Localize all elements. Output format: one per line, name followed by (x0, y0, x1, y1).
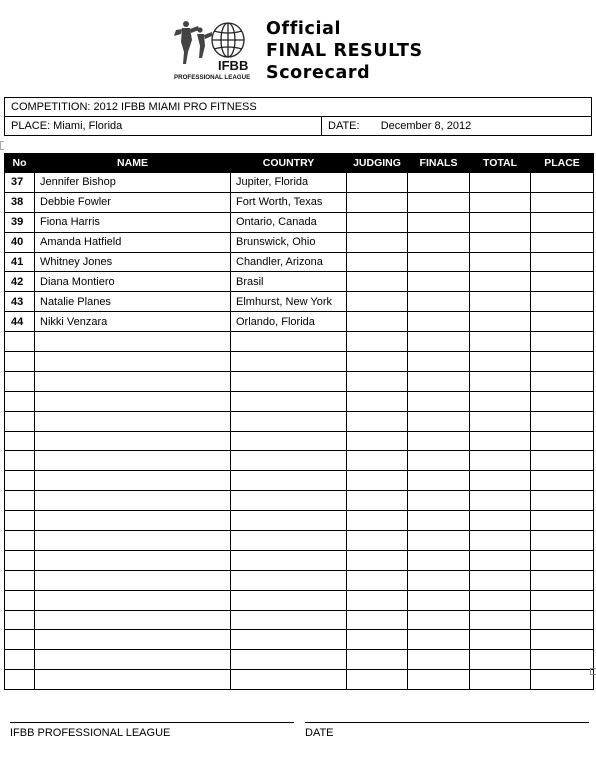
cell-judging (347, 312, 408, 332)
cell-place (531, 511, 594, 531)
cell-judging (347, 212, 408, 232)
cell-place (531, 570, 594, 590)
cell-finals (408, 411, 470, 431)
table-row (5, 391, 594, 411)
cell-finals (408, 332, 470, 352)
cell-no (5, 610, 35, 630)
cell-place (531, 630, 594, 650)
cell-judging (347, 332, 408, 352)
cell-place (531, 252, 594, 272)
column-header-finals: FINALS (408, 154, 470, 173)
cell-finals (408, 511, 470, 531)
cell-no: 41 (5, 252, 35, 272)
cell-no (5, 352, 35, 372)
cell-name (35, 491, 231, 511)
table-row (5, 332, 594, 352)
competition-info-table (4, 97, 592, 136)
cell-finals (408, 630, 470, 650)
cell-no: 44 (5, 312, 35, 332)
table-row (5, 491, 594, 511)
cell-judging (347, 590, 408, 610)
cell-country (231, 431, 347, 451)
cell-no (5, 531, 35, 551)
cell-place (531, 212, 594, 232)
cell-name: Nikki Venzara (35, 312, 231, 332)
cell-no (5, 630, 35, 650)
table-row (5, 650, 594, 670)
cell-place (531, 292, 594, 312)
cell-finals (408, 550, 470, 570)
cell-country (231, 391, 347, 411)
column-header-place: PLACE (531, 154, 594, 173)
cell-total (470, 610, 531, 630)
cell-country (231, 332, 347, 352)
cell-total (470, 292, 531, 312)
cell-finals (408, 212, 470, 232)
cell-name: Jennifer Bishop (35, 173, 231, 193)
table-row (5, 451, 594, 471)
table-row (5, 471, 594, 491)
table-row (5, 312, 594, 332)
cell-place (531, 650, 594, 670)
cell-judging (347, 192, 408, 212)
cell-place (531, 491, 594, 511)
cell-finals (408, 292, 470, 312)
cell-name (35, 670, 231, 690)
cell-judging (347, 471, 408, 491)
cell-no (5, 570, 35, 590)
cell-total (470, 272, 531, 292)
ifbb-logo (170, 16, 260, 82)
cell-finals (408, 192, 470, 212)
cell-no (5, 670, 35, 690)
cell-name: Debbie Fowler (35, 192, 231, 212)
cell-judging (347, 610, 408, 630)
cell-judging (347, 252, 408, 272)
cell-place (531, 550, 594, 570)
cell-judging (347, 292, 408, 312)
cell-name (35, 471, 231, 491)
cell-country (231, 531, 347, 551)
table-row (5, 531, 594, 551)
cell-total (470, 173, 531, 193)
cell-judging (347, 670, 408, 690)
cell-no: 38 (5, 192, 35, 212)
cell-total (470, 471, 531, 491)
cell-country (231, 670, 347, 690)
cell-judging (347, 451, 408, 471)
cell-total (470, 431, 531, 451)
table-row (5, 511, 594, 531)
table-row (5, 550, 594, 570)
cell-place (531, 332, 594, 352)
cell-name (35, 630, 231, 650)
cell-judging (347, 550, 408, 570)
cell-no (5, 451, 35, 471)
cell-judging (347, 491, 408, 511)
cell-total (470, 550, 531, 570)
cell-total (470, 192, 531, 212)
cell-no: 40 (5, 232, 35, 252)
cell-no: 39 (5, 212, 35, 232)
cell-judging (347, 570, 408, 590)
cell-place (531, 232, 594, 252)
cell-place (531, 451, 594, 471)
table-row (5, 252, 594, 272)
column-header-total: TOTAL (470, 154, 531, 173)
cell-name: Fiona Harris (35, 212, 231, 232)
cell-judging (347, 391, 408, 411)
table-row (5, 272, 594, 292)
left-margin-marker (0, 141, 4, 150)
cell-name (35, 511, 231, 531)
cell-total (470, 531, 531, 551)
cell-no (5, 650, 35, 670)
cell-country (231, 590, 347, 610)
cell-place (531, 272, 594, 292)
competition-row (5, 98, 592, 117)
cell-country (231, 650, 347, 670)
cell-country (231, 570, 347, 590)
results-table (4, 153, 594, 690)
table-row (5, 590, 594, 610)
cell-name: Diana Montiero (35, 272, 231, 292)
cell-total (470, 232, 531, 252)
cell-finals (408, 312, 470, 332)
cell-name: Amanda Hatfield (35, 232, 231, 252)
cell-finals (408, 491, 470, 511)
cell-judging (347, 232, 408, 252)
column-header-judging: JUDGING (347, 154, 408, 173)
cell-total (470, 590, 531, 610)
cell-no (5, 391, 35, 411)
cell-name (35, 451, 231, 471)
cell-name (35, 391, 231, 411)
cell-judging (347, 650, 408, 670)
cell-country: Chandler, Arizona (231, 252, 347, 272)
cell-no (5, 411, 35, 431)
cell-total (470, 491, 531, 511)
cell-finals (408, 173, 470, 193)
cell-country (231, 451, 347, 471)
table-row (5, 192, 594, 212)
cell-judging (347, 411, 408, 431)
cell-finals (408, 272, 470, 292)
cell-name (35, 570, 231, 590)
cell-country (231, 371, 347, 391)
cell-place (531, 391, 594, 411)
date-signature-label: DATE (305, 727, 334, 739)
cell-no (5, 550, 35, 570)
cell-place (531, 312, 594, 332)
signature-line-league (10, 722, 294, 723)
cell-judging (347, 531, 408, 551)
cell-place (531, 610, 594, 630)
cell-name (35, 590, 231, 610)
cell-name: Natalie Planes (35, 292, 231, 312)
cell-no (5, 511, 35, 531)
cell-finals (408, 352, 470, 372)
cell-country (231, 411, 347, 431)
cell-name (35, 371, 231, 391)
table-row (5, 352, 594, 372)
cell-no (5, 431, 35, 451)
cell-finals (408, 610, 470, 630)
place-field: PLACE: Miami, Florida (5, 117, 322, 136)
cell-name (35, 650, 231, 670)
cell-judging (347, 630, 408, 650)
cell-no: 43 (5, 292, 35, 312)
cell-total (470, 312, 531, 332)
cell-name (35, 332, 231, 352)
cell-country (231, 550, 347, 570)
cell-country (231, 610, 347, 630)
cell-finals (408, 252, 470, 272)
table-row (5, 371, 594, 391)
title-line-scorecard: Scorecard (266, 63, 371, 83)
cell-finals (408, 570, 470, 590)
cell-total (470, 332, 531, 352)
cell-country (231, 352, 347, 372)
cell-no (5, 471, 35, 491)
cell-country (231, 491, 347, 511)
date-label: DATE: (328, 120, 360, 132)
table-row (5, 173, 594, 193)
cell-country: Ontario, Canada (231, 212, 347, 232)
cell-no: 42 (5, 272, 35, 292)
table-row (5, 232, 594, 252)
cell-finals (408, 371, 470, 391)
cell-country: Orlando, Florida (231, 312, 347, 332)
cell-name: Whitney Jones (35, 252, 231, 272)
cell-place (531, 531, 594, 551)
date-field (322, 117, 592, 136)
cell-name (35, 550, 231, 570)
cell-no: 37 (5, 173, 35, 193)
cell-judging (347, 511, 408, 531)
table-row (5, 630, 594, 650)
svg-text:PROFESSIONAL LEAGUE: PROFESSIONAL LEAGUE (174, 74, 251, 81)
title-line-official: Official (266, 19, 342, 39)
cell-finals (408, 471, 470, 491)
column-header-no: No (5, 154, 35, 173)
place-date-row (5, 117, 592, 136)
cell-place (531, 371, 594, 391)
cell-total (470, 352, 531, 372)
cell-place (531, 192, 594, 212)
cell-country (231, 471, 347, 491)
cell-place (531, 431, 594, 451)
cell-name (35, 431, 231, 451)
cell-no (5, 590, 35, 610)
table-row (5, 610, 594, 630)
cell-total (470, 411, 531, 431)
cell-total (470, 391, 531, 411)
cell-place (531, 670, 594, 690)
right-margin-marker (590, 668, 596, 675)
cell-total (470, 670, 531, 690)
table-row (5, 292, 594, 312)
cell-finals (408, 232, 470, 252)
cell-finals (408, 590, 470, 610)
date-value: December 8, 2012 (380, 120, 472, 132)
cell-no (5, 371, 35, 391)
cell-place (531, 411, 594, 431)
cell-judging (347, 352, 408, 372)
title-line-final-results: FINAL RESULTS (266, 41, 423, 61)
svg-text:IFBB: IFBB (218, 58, 249, 73)
table-row (5, 670, 594, 690)
cell-total (470, 650, 531, 670)
cell-finals (408, 531, 470, 551)
cell-name (35, 531, 231, 551)
cell-country (231, 511, 347, 531)
cell-country: Brunswick, Ohio (231, 232, 347, 252)
cell-total (470, 212, 531, 232)
cell-place (531, 352, 594, 372)
cell-country: Brasil (231, 272, 347, 292)
cell-finals (408, 650, 470, 670)
cell-total (470, 252, 531, 272)
cell-country: Jupiter, Florida (231, 173, 347, 193)
cell-finals (408, 451, 470, 471)
cell-finals (408, 431, 470, 451)
cell-total (470, 451, 531, 471)
cell-total (470, 630, 531, 650)
cell-total (470, 570, 531, 590)
cell-name (35, 352, 231, 372)
column-header-name: NAME (35, 154, 231, 173)
cell-total (470, 511, 531, 531)
cell-country (231, 630, 347, 650)
cell-place (531, 471, 594, 491)
signature-line-date (305, 722, 589, 723)
cell-place (531, 590, 594, 610)
cell-no (5, 332, 35, 352)
results-header-row (5, 154, 594, 173)
cell-judging (347, 272, 408, 292)
cell-judging (347, 173, 408, 193)
table-row (5, 411, 594, 431)
table-row (5, 570, 594, 590)
cell-name (35, 610, 231, 630)
cell-name (35, 411, 231, 431)
competition-field: COMPETITION: 2012 IFBB MIAMI PRO FITNESS (5, 98, 592, 117)
cell-place (531, 173, 594, 193)
cell-no (5, 491, 35, 511)
column-header-country: COUNTRY (231, 154, 347, 173)
scorecard-title (266, 18, 423, 84)
cell-judging (347, 431, 408, 451)
results-body (5, 173, 594, 690)
cell-country: Fort Worth, Texas (231, 192, 347, 212)
cell-finals (408, 670, 470, 690)
table-row (5, 212, 594, 232)
cell-judging (347, 371, 408, 391)
cell-country: Elmhurst, New York (231, 292, 347, 312)
league-signature-label: IFBB PROFESSIONAL LEAGUE (10, 727, 171, 739)
cell-total (470, 371, 531, 391)
table-row (5, 431, 594, 451)
cell-finals (408, 391, 470, 411)
